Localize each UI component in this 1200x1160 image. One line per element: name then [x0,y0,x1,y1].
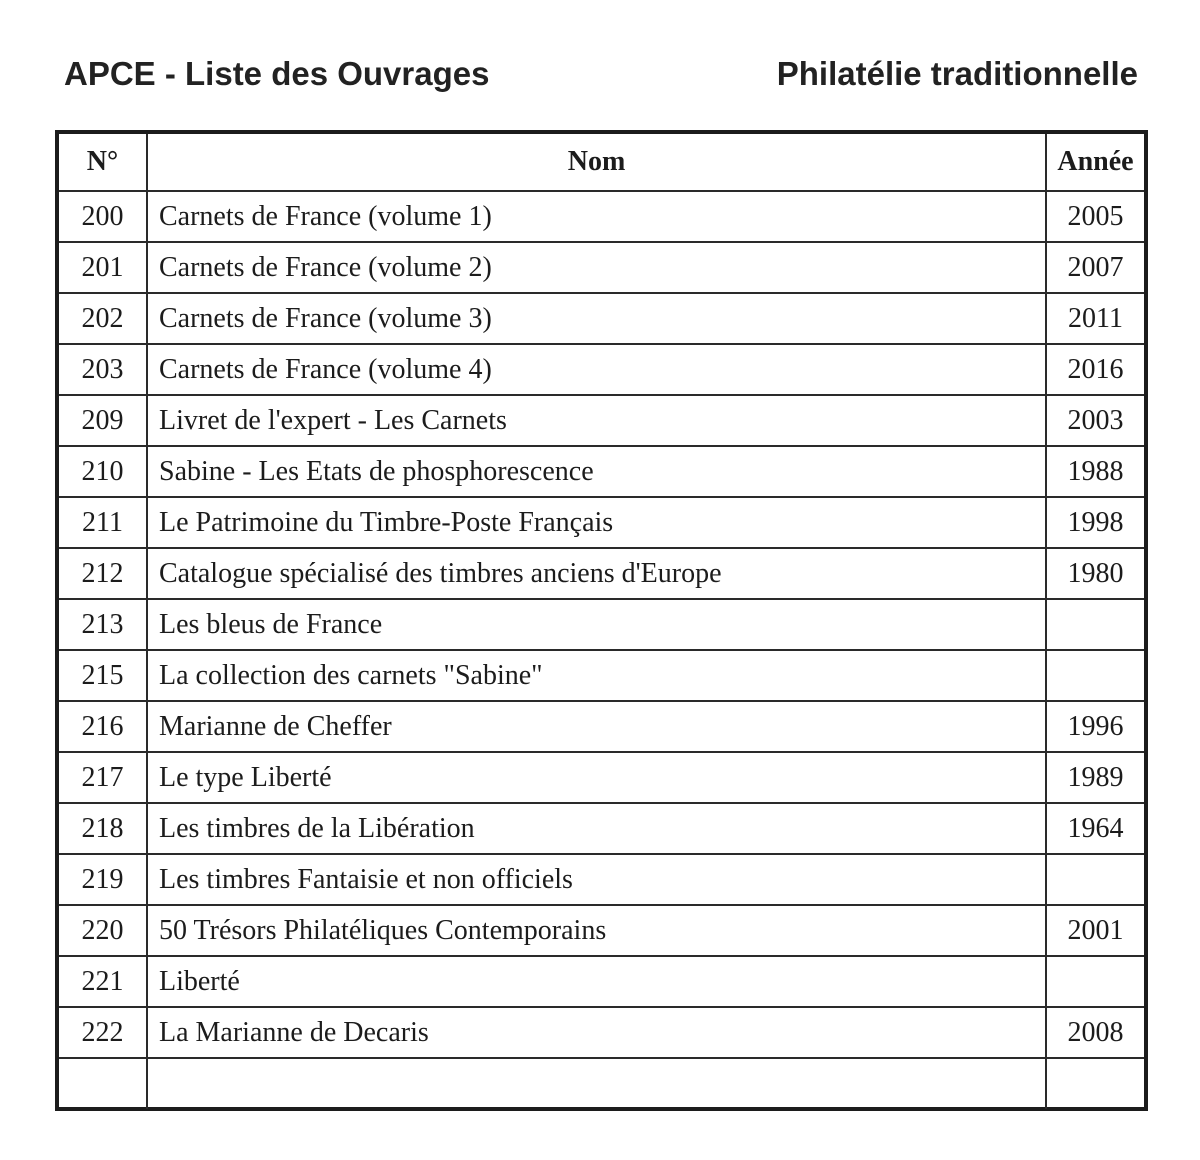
cell-year: 1964 [1046,803,1144,854]
cell-number: 219 [59,854,147,905]
table-row [59,956,1144,1007]
cell-name: Liberté [147,956,1046,1007]
cell-number [59,1058,147,1109]
cell-name [147,1058,1046,1109]
cell-number: 216 [59,701,147,752]
cell-year: 2008 [1046,1007,1144,1058]
table-row [59,344,1144,395]
cell-year [1046,650,1144,701]
cell-number: 220 [59,905,147,956]
cell-number: 221 [59,956,147,1007]
table-row [59,803,1144,854]
cell-year: 1980 [1046,548,1144,599]
works-table-frame [55,130,1148,1111]
column-header-number: N° [59,134,147,191]
cell-name: Carnets de France (volume 1) [147,191,1046,242]
cell-year: 2007 [1046,242,1144,293]
cell-name: Carnets de France (volume 3) [147,293,1046,344]
cell-name: Livret de l'expert - Les Carnets [147,395,1046,446]
cell-name: Carnets de France (volume 2) [147,242,1046,293]
cell-number: 209 [59,395,147,446]
cell-number: 202 [59,293,147,344]
table-row [59,191,1144,242]
table-row [59,905,1144,956]
cell-year: 2001 [1046,905,1144,956]
column-header-year: Année [1046,134,1144,191]
cell-year: 1989 [1046,752,1144,803]
cell-number: 215 [59,650,147,701]
cell-name: Marianne de Cheffer [147,701,1046,752]
table-header-row [59,134,1144,191]
cell-name: Le Patrimoine du Timbre-Poste Français [147,497,1046,548]
cell-number: 210 [59,446,147,497]
table-row [59,293,1144,344]
cell-year: 2003 [1046,395,1144,446]
cell-number: 203 [59,344,147,395]
table-row [59,395,1144,446]
cell-year: 2011 [1046,293,1144,344]
cell-number: 213 [59,599,147,650]
document-title: APCE - Liste des Ouvrages [64,55,490,92]
cell-name: Sabine - Les Etats de phosphorescence [147,446,1046,497]
table-row [59,701,1144,752]
cell-number: 211 [59,497,147,548]
cell-name: Les timbres Fantaisie et non officiels [147,854,1046,905]
cell-number: 212 [59,548,147,599]
document-category: Philatélie traditionnelle [776,55,1138,92]
column-header-name: Nom [147,134,1046,191]
table-row [59,548,1144,599]
cell-name: 50 Trésors Philatéliques Contemporains [147,905,1046,956]
cell-number: 201 [59,242,147,293]
cell-name: Le type Liberté [147,752,1046,803]
cell-number: 218 [59,803,147,854]
table-row [59,497,1144,548]
cell-name: Catalogue spécialisé des timbres anciens d'Europe [147,548,1046,599]
cell-year [1046,1058,1144,1109]
cell-name: La collection des carnets "Sabine" [147,650,1046,701]
cell-name: Les bleus de France [147,599,1046,650]
table-row [59,1007,1144,1058]
cell-year [1046,956,1144,1007]
cell-year: 1988 [1046,446,1144,497]
table-row-empty [59,1058,1144,1109]
cell-number: 217 [59,752,147,803]
table-body [59,191,1144,1109]
cell-year: 2016 [1046,344,1144,395]
cell-year [1046,854,1144,905]
cell-number: 200 [59,191,147,242]
cell-year: 1998 [1046,497,1144,548]
table-row [59,242,1144,293]
works-table [59,134,1144,1109]
table-row [59,752,1144,803]
cell-year [1046,599,1144,650]
table-row [59,599,1144,650]
cell-name: Carnets de France (volume 4) [147,344,1046,395]
cell-name: La Marianne de Decaris [147,1007,1046,1058]
cell-year: 2005 [1046,191,1144,242]
table-row [59,446,1144,497]
table-row [59,650,1144,701]
cell-year: 1996 [1046,701,1144,752]
cell-number: 222 [59,1007,147,1058]
table-row [59,854,1144,905]
cell-name: Les timbres de la Libération [147,803,1046,854]
